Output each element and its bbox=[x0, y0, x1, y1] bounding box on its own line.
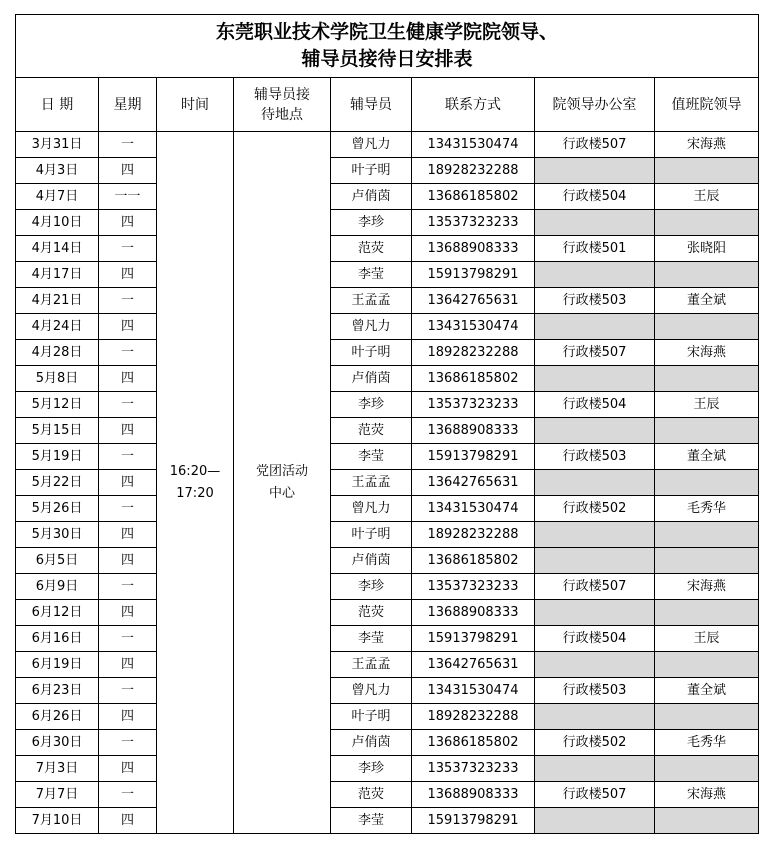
cell-counselor: 曾凡力 bbox=[331, 132, 412, 158]
cell-phone: 13686185802 bbox=[412, 184, 535, 210]
cell-date: 6月9日 bbox=[16, 574, 99, 600]
cell-phone: 18928232288 bbox=[412, 158, 535, 184]
cell-date: 4月21日 bbox=[16, 288, 99, 314]
title-row bbox=[16, 15, 759, 78]
cell-phone: 13686185802 bbox=[412, 730, 535, 756]
table-row bbox=[16, 314, 759, 340]
cell-date: 4月10日 bbox=[16, 210, 99, 236]
cell-leader bbox=[655, 600, 759, 626]
cell-counselor: 李珍 bbox=[331, 756, 412, 782]
cell-leader bbox=[655, 470, 759, 496]
header-date: 日 期 bbox=[16, 78, 99, 132]
cell-counselor: 王孟孟 bbox=[331, 470, 412, 496]
cell-date: 4月14日 bbox=[16, 236, 99, 262]
cell-office: 行政楼503 bbox=[535, 444, 655, 470]
table-row bbox=[16, 158, 759, 184]
cell-leader: 董全斌 bbox=[655, 678, 759, 704]
cell-counselor: 王孟孟 bbox=[331, 288, 412, 314]
cell-counselor: 叶子明 bbox=[331, 158, 412, 184]
cell-office bbox=[535, 756, 655, 782]
cell-office bbox=[535, 366, 655, 392]
time-line-2: 17:20 bbox=[176, 485, 214, 501]
cell-leader bbox=[655, 366, 759, 392]
cell-weekday: 四 bbox=[99, 652, 157, 678]
table-row bbox=[16, 392, 759, 418]
cell-phone: 13431530474 bbox=[412, 678, 535, 704]
header-location-line-1: 辅导员接 bbox=[254, 86, 310, 103]
cell-leader bbox=[655, 652, 759, 678]
cell-counselor: 曾凡力 bbox=[331, 678, 412, 704]
time-line-1: 16:20— bbox=[169, 463, 221, 479]
cell-phone: 13642765631 bbox=[412, 470, 535, 496]
cell-date: 6月12日 bbox=[16, 600, 99, 626]
cell-weekday: 四 bbox=[99, 210, 157, 236]
cell-weekday: 四 bbox=[99, 470, 157, 496]
cell-leader: 董全斌 bbox=[655, 288, 759, 314]
cell-leader: 宋海燕 bbox=[655, 782, 759, 808]
cell-date: 4月3日 bbox=[16, 158, 99, 184]
cell-counselor: 李莹 bbox=[331, 444, 412, 470]
cell-leader bbox=[655, 548, 759, 574]
cell-office: 行政楼502 bbox=[535, 496, 655, 522]
cell-leader: 毛秀华 bbox=[655, 730, 759, 756]
cell-office bbox=[535, 262, 655, 288]
location-line-2: 中心 bbox=[268, 485, 295, 501]
cell-counselor: 叶子明 bbox=[331, 340, 412, 366]
location-line-1: 党团活动 bbox=[255, 463, 308, 479]
cell-counselor: 叶子明 bbox=[331, 522, 412, 548]
cell-date: 3月31日 bbox=[16, 132, 99, 158]
cell-leader bbox=[655, 808, 759, 834]
cell-weekday: 一 bbox=[99, 626, 157, 652]
cell-counselor: 卢俏茵 bbox=[331, 366, 412, 392]
table-row bbox=[16, 652, 759, 678]
cell-counselor: 叶子明 bbox=[331, 704, 412, 730]
cell-weekday: 四 bbox=[99, 704, 157, 730]
table-row bbox=[16, 600, 759, 626]
cell-office bbox=[535, 704, 655, 730]
cell-date: 5月26日 bbox=[16, 496, 99, 522]
table-row bbox=[16, 470, 759, 496]
cell-date: 5月15日 bbox=[16, 418, 99, 444]
cell-weekday: 一 bbox=[99, 730, 157, 756]
cell-location bbox=[234, 132, 331, 834]
cell-counselor: 范荧 bbox=[331, 418, 412, 444]
header-office: 院领导办公室 bbox=[535, 78, 655, 132]
cell-phone: 13431530474 bbox=[412, 314, 535, 340]
cell-phone: 13688908333 bbox=[412, 418, 535, 444]
table-row bbox=[16, 210, 759, 236]
cell-weekday: 四 bbox=[99, 262, 157, 288]
table-row bbox=[16, 808, 759, 834]
cell-office bbox=[535, 522, 655, 548]
table-row bbox=[16, 184, 759, 210]
cell-leader bbox=[655, 756, 759, 782]
cell-leader: 王辰 bbox=[655, 392, 759, 418]
cell-leader: 宋海燕 bbox=[655, 340, 759, 366]
table-row bbox=[16, 626, 759, 652]
cell-weekday: 一 bbox=[99, 132, 157, 158]
cell-date: 6月16日 bbox=[16, 626, 99, 652]
table-row bbox=[16, 262, 759, 288]
cell-date: 6月5日 bbox=[16, 548, 99, 574]
table-row bbox=[16, 548, 759, 574]
table-row bbox=[16, 522, 759, 548]
cell-weekday: 四 bbox=[99, 548, 157, 574]
cell-phone: 13537323233 bbox=[412, 574, 535, 600]
cell-office bbox=[535, 418, 655, 444]
cell-date: 4月24日 bbox=[16, 314, 99, 340]
cell-leader bbox=[655, 210, 759, 236]
cell-date: 6月19日 bbox=[16, 652, 99, 678]
cell-counselor: 李莹 bbox=[331, 626, 412, 652]
cell-weekday: 四 bbox=[99, 522, 157, 548]
cell-office: 行政楼504 bbox=[535, 184, 655, 210]
schedule-body bbox=[16, 132, 759, 834]
cell-counselor: 卢俏茵 bbox=[331, 548, 412, 574]
cell-counselor: 李珍 bbox=[331, 392, 412, 418]
cell-date: 4月17日 bbox=[16, 262, 99, 288]
cell-leader bbox=[655, 418, 759, 444]
table-row bbox=[16, 782, 759, 808]
cell-date: 5月8日 bbox=[16, 366, 99, 392]
header-location bbox=[234, 78, 331, 132]
cell-counselor: 范荧 bbox=[331, 236, 412, 262]
table-row bbox=[16, 444, 759, 470]
cell-weekday: 一 bbox=[99, 678, 157, 704]
cell-weekday: 四 bbox=[99, 808, 157, 834]
table-row bbox=[16, 704, 759, 730]
cell-leader: 王辰 bbox=[655, 626, 759, 652]
cell-date: 7月3日 bbox=[16, 756, 99, 782]
cell-time bbox=[157, 132, 234, 834]
cell-counselor: 卢俏茵 bbox=[331, 730, 412, 756]
cell-leader: 王辰 bbox=[655, 184, 759, 210]
cell-leader bbox=[655, 704, 759, 730]
cell-date: 5月12日 bbox=[16, 392, 99, 418]
cell-counselor: 李莹 bbox=[331, 808, 412, 834]
cell-leader bbox=[655, 158, 759, 184]
table-row bbox=[16, 340, 759, 366]
cell-phone: 13688908333 bbox=[412, 236, 535, 262]
table-row bbox=[16, 132, 759, 158]
cell-counselor: 李莹 bbox=[331, 262, 412, 288]
cell-phone: 13686185802 bbox=[412, 366, 535, 392]
cell-leader bbox=[655, 522, 759, 548]
cell-weekday: 一 bbox=[99, 340, 157, 366]
cell-weekday: 一 bbox=[99, 236, 157, 262]
cell-weekday: 一 bbox=[99, 392, 157, 418]
header-contact: 联系方式 bbox=[412, 78, 535, 132]
cell-weekday: 一 bbox=[99, 444, 157, 470]
table-row bbox=[16, 574, 759, 600]
cell-office: 行政楼501 bbox=[535, 236, 655, 262]
cell-counselor: 曾凡力 bbox=[331, 496, 412, 522]
table-row bbox=[16, 236, 759, 262]
cell-phone: 13537323233 bbox=[412, 392, 535, 418]
cell-phone: 15913798291 bbox=[412, 262, 535, 288]
cell-office bbox=[535, 470, 655, 496]
table-row bbox=[16, 678, 759, 704]
cell-office bbox=[535, 808, 655, 834]
header-counselor: 辅导员 bbox=[331, 78, 412, 132]
cell-date: 7月10日 bbox=[16, 808, 99, 834]
table-row bbox=[16, 730, 759, 756]
cell-weekday: 四 bbox=[99, 366, 157, 392]
cell-phone: 13642765631 bbox=[412, 652, 535, 678]
cell-weekday: 一 bbox=[99, 782, 157, 808]
cell-counselor: 范荧 bbox=[331, 782, 412, 808]
cell-leader: 张晓阳 bbox=[655, 236, 759, 262]
cell-office bbox=[535, 652, 655, 678]
cell-phone: 13431530474 bbox=[412, 132, 535, 158]
cell-phone: 13688908333 bbox=[412, 782, 535, 808]
cell-office: 行政楼507 bbox=[535, 782, 655, 808]
cell-office: 行政楼507 bbox=[535, 340, 655, 366]
header-location-line-2: 待地点 bbox=[261, 106, 303, 123]
cell-phone: 15913798291 bbox=[412, 444, 535, 470]
cell-date: 5月30日 bbox=[16, 522, 99, 548]
cell-leader bbox=[655, 262, 759, 288]
table-row bbox=[16, 366, 759, 392]
cell-office bbox=[535, 158, 655, 184]
cell-date: 4月28日 bbox=[16, 340, 99, 366]
title-line-1: 东莞职业技术学院卫生健康学院院领导、 bbox=[216, 21, 559, 43]
cell-counselor: 李珍 bbox=[331, 574, 412, 600]
table-row bbox=[16, 496, 759, 522]
cell-phone: 13686185802 bbox=[412, 548, 535, 574]
cell-weekday: 一 bbox=[99, 496, 157, 522]
header-time: 时间 bbox=[157, 78, 234, 132]
cell-weekday: 四 bbox=[99, 756, 157, 782]
cell-counselor: 卢俏茵 bbox=[331, 184, 412, 210]
cell-leader: 毛秀华 bbox=[655, 496, 759, 522]
cell-phone: 13688908333 bbox=[412, 600, 535, 626]
cell-leader: 董全斌 bbox=[655, 444, 759, 470]
cell-phone: 13537323233 bbox=[412, 756, 535, 782]
table-title bbox=[16, 15, 759, 78]
cell-counselor: 范荧 bbox=[331, 600, 412, 626]
table-row bbox=[16, 756, 759, 782]
cell-office: 行政楼503 bbox=[535, 678, 655, 704]
cell-weekday: 四 bbox=[99, 600, 157, 626]
header-row bbox=[16, 78, 759, 132]
cell-leader: 宋海燕 bbox=[655, 132, 759, 158]
cell-phone: 13431530474 bbox=[412, 496, 535, 522]
cell-office: 行政楼504 bbox=[535, 392, 655, 418]
cell-weekday: 四 bbox=[99, 418, 157, 444]
cell-office bbox=[535, 314, 655, 340]
table-row bbox=[16, 288, 759, 314]
cell-date: 6月23日 bbox=[16, 678, 99, 704]
cell-date: 5月19日 bbox=[16, 444, 99, 470]
cell-phone: 15913798291 bbox=[412, 808, 535, 834]
cell-leader: 宋海燕 bbox=[655, 574, 759, 600]
cell-phone: 18928232288 bbox=[412, 704, 535, 730]
cell-phone: 13537323233 bbox=[412, 210, 535, 236]
table-row bbox=[16, 418, 759, 444]
cell-office: 行政楼502 bbox=[535, 730, 655, 756]
cell-date: 6月30日 bbox=[16, 730, 99, 756]
cell-counselor: 李珍 bbox=[331, 210, 412, 236]
cell-office bbox=[535, 210, 655, 236]
cell-office: 行政楼503 bbox=[535, 288, 655, 314]
cell-office: 行政楼504 bbox=[535, 626, 655, 652]
cell-phone: 18928232288 bbox=[412, 522, 535, 548]
cell-weekday: 四 bbox=[99, 314, 157, 340]
header-weekday: 星期 bbox=[99, 78, 157, 132]
cell-weekday: 四 bbox=[99, 158, 157, 184]
cell-date: 5月22日 bbox=[16, 470, 99, 496]
cell-office: 行政楼507 bbox=[535, 132, 655, 158]
cell-phone: 13642765631 bbox=[412, 288, 535, 314]
cell-weekday: 一 bbox=[99, 574, 157, 600]
cell-office: 行政楼507 bbox=[535, 574, 655, 600]
cell-phone: 15913798291 bbox=[412, 626, 535, 652]
cell-counselor: 曾凡力 bbox=[331, 314, 412, 340]
cell-phone: 18928232288 bbox=[412, 340, 535, 366]
title-line-2: 辅导员接待日安排表 bbox=[301, 48, 473, 70]
header-leader: 值班院领导 bbox=[655, 78, 759, 132]
cell-weekday: 一 bbox=[99, 288, 157, 314]
cell-leader bbox=[655, 314, 759, 340]
schedule-table bbox=[15, 14, 759, 834]
cell-office bbox=[535, 600, 655, 626]
cell-office bbox=[535, 548, 655, 574]
cell-date: 7月7日 bbox=[16, 782, 99, 808]
cell-date: 6月26日 bbox=[16, 704, 99, 730]
cell-date: 4月7日 bbox=[16, 184, 99, 210]
cell-weekday: 一一 bbox=[99, 184, 157, 210]
cell-counselor: 王孟孟 bbox=[331, 652, 412, 678]
